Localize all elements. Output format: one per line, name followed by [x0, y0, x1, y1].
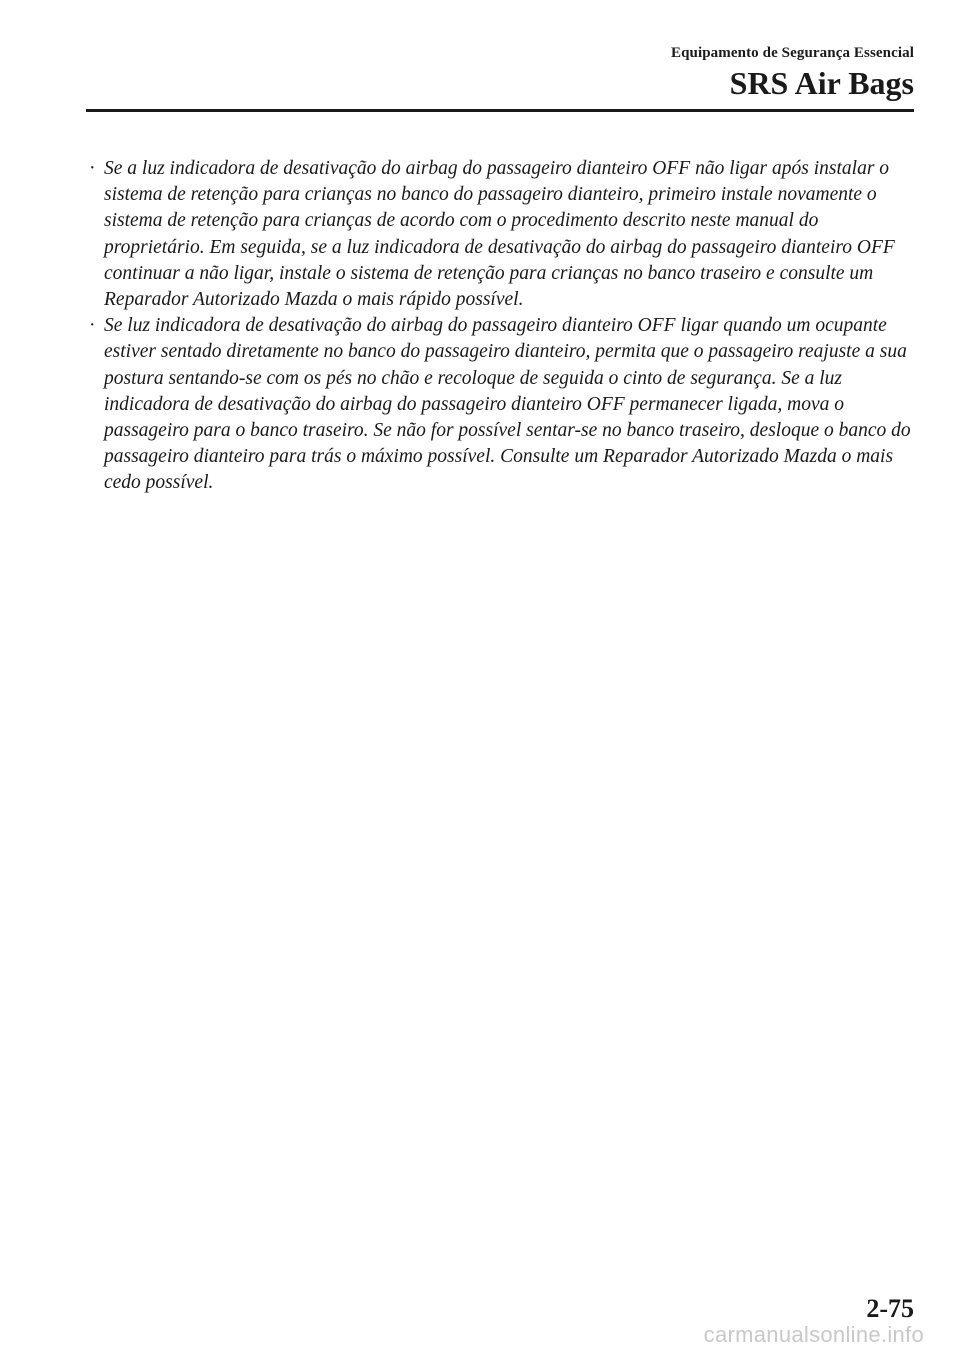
bullet-item: [86, 313, 918, 496]
header-divider: [86, 109, 914, 112]
page-header: [671, 44, 914, 102]
bullet-text: Se a luz indicadora de desativação do airbag do passageiro dianteiro OFF não ligar após instalar o sistema de retenção para crianças no banco do passageiro dianteiro, primeiro instale novamente o sistema de retenção para crianças de acordo com o procedimento descrito neste manual do proprietário. Em seguida, se a luz indicadora de desativação do airbag do passageiro dianteiro OFF continuar a não ligar, instale o sistema de retenção para crianças no banco traseiro e consulte um Reparador Autorizado Mazda o mais rápido possível.: [104, 158, 895, 311]
bullet-mark: ·: [89, 315, 96, 337]
bullet-text: Se luz indicadora de desativação do airbag do passageiro dianteiro OFF ligar quando um ocupante estiver sentado diretamente no banco do passageiro dianteiro, permita que o passageiro reajuste a sua postura sentando-se com os pés no chão e recoloque de seguida o cinto de segurança. Se a luz indicadora de desativação do airbag do passageiro dianteiro OFF permanecer ligada, mova o passageiro para o banco traseiro. Se não for possível sentar-se no banco traseiro, desloque o banco do passageiro dianteiro para trás o máximo possível. Consulte um Reparador Autorizado Mazda o mais cedo possível.: [104, 315, 911, 494]
page-title: SRS Air Bags: [729, 65, 914, 101]
watermark: carmanualsonline.info: [703, 1322, 924, 1347]
section-label: Equipamento de Segurança Essencial: [670, 45, 914, 61]
bullet-mark: ·: [89, 158, 96, 179]
body-content: [86, 156, 918, 497]
page-number: 2-75: [866, 1294, 914, 1323]
bullet-item: [86, 156, 918, 313]
